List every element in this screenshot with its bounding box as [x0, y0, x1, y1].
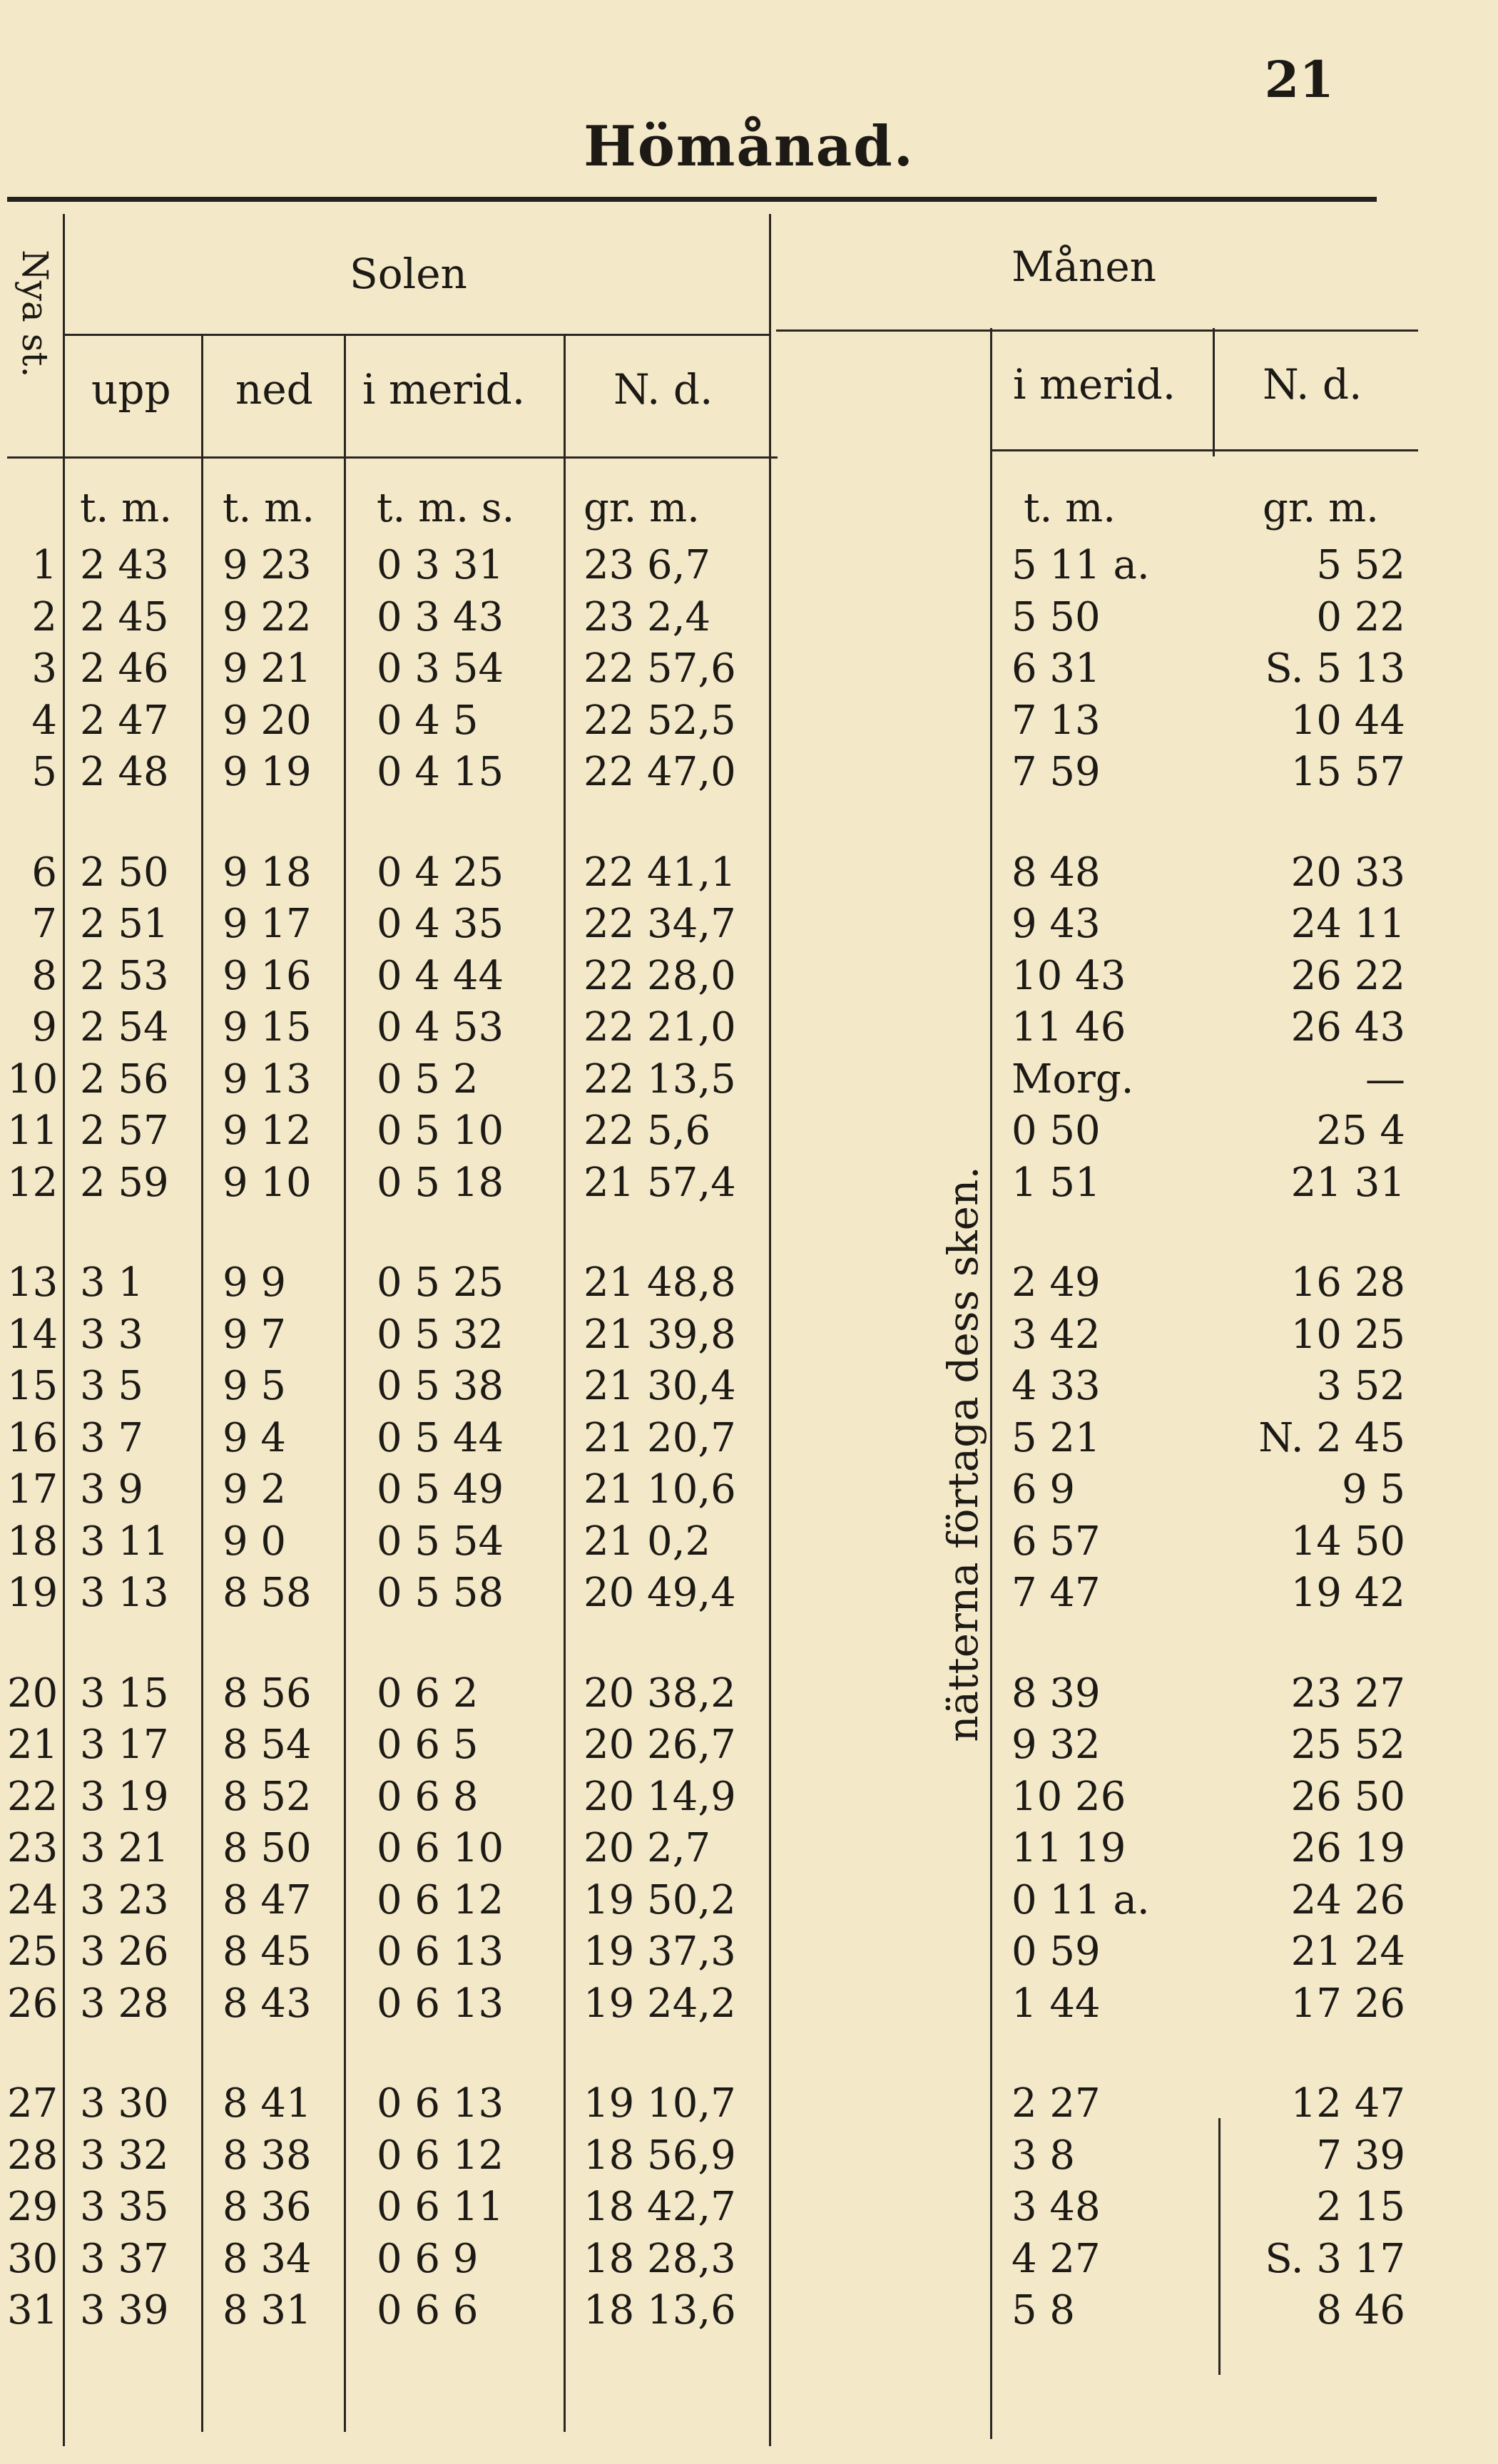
cell-ned: 9 23 — [223, 542, 312, 588]
cell-ned: 8 50 — [223, 1825, 312, 1871]
cell-nd: 22 41,1 — [584, 849, 736, 896]
cell-day: 4 — [31, 697, 57, 744]
cell-m-nd: 21 31 — [1290, 1159, 1405, 1206]
cell-day: 12 — [7, 1159, 58, 1206]
cell-nd: 22 5,6 — [584, 1108, 711, 1154]
cell-merid: 0 4 25 — [377, 849, 504, 896]
cell-upp: 3 21 — [80, 1825, 169, 1871]
cell-m-merid: 8 39 — [1012, 1670, 1101, 1717]
cell-nd: 21 0,2 — [584, 1518, 711, 1565]
cell-nd: 22 34,7 — [584, 901, 736, 947]
cell-ned: 8 43 — [223, 1980, 312, 2027]
divider — [990, 328, 992, 2439]
cell-ned: 9 18 — [223, 849, 312, 896]
cell-ned: 8 36 — [223, 2184, 312, 2230]
cell-m-nd: 21 24 — [1290, 1928, 1405, 1975]
cell-merid: 0 5 58 — [377, 1570, 504, 1616]
cell-m-merid: Morg. — [1012, 1055, 1134, 1103]
cell-m-nd: N. 2 45 — [1258, 1414, 1405, 1461]
cell-m-merid: 4 27 — [1012, 2235, 1101, 2282]
cell-merid: 0 6 13 — [377, 1928, 504, 1975]
cell-m-nd: 3 52 — [1316, 1363, 1405, 1409]
cell-ned: 8 41 — [223, 2080, 312, 2127]
cell-m-merid: 1 51 — [1012, 1159, 1101, 1206]
cell-m-nd: 26 19 — [1290, 1825, 1405, 1871]
cell-nd: 19 10,7 — [584, 2080, 736, 2127]
cell-day: 17 — [7, 1466, 58, 1513]
cell-day: 16 — [7, 1414, 58, 1461]
cell-m-nd: S. 3 17 — [1265, 2235, 1405, 2282]
cell-upp: 2 43 — [80, 542, 169, 588]
cell-m-nd: 25 4 — [1316, 1108, 1405, 1154]
cell-day: 3 — [31, 645, 57, 692]
divider — [776, 329, 1418, 332]
cell-day: 9 — [31, 1004, 57, 1050]
cell-merid: 0 5 18 — [377, 1159, 504, 1206]
cell-merid: 0 4 15 — [377, 749, 504, 795]
cell-nd: 21 10,6 — [584, 1466, 736, 1513]
divider — [564, 335, 566, 2432]
cell-day: 10 — [7, 1055, 58, 1103]
cell-ned: 9 22 — [223, 593, 312, 640]
cell-upp: 2 48 — [80, 749, 169, 795]
cell-ned: 9 5 — [223, 1363, 287, 1409]
cell-upp: 3 9 — [80, 1466, 144, 1513]
cell-ned: 9 20 — [223, 697, 312, 744]
cell-merid: 0 4 53 — [377, 1004, 504, 1050]
cell-merid: 0 4 35 — [377, 901, 504, 947]
cell-nd: 22 52,5 — [584, 697, 736, 744]
cell-day: 30 — [7, 2235, 58, 2282]
divider — [990, 449, 1418, 451]
cell-m-nd: 24 26 — [1290, 1876, 1405, 1923]
cell-nd: 19 37,3 — [584, 1928, 736, 1975]
cell-upp: 3 32 — [80, 2132, 169, 2179]
cell-upp: 3 3 — [80, 1311, 144, 1358]
cell-ned: 9 16 — [223, 952, 312, 999]
cell-day: 14 — [7, 1311, 58, 1358]
cell-ned: 9 0 — [223, 1518, 287, 1565]
cell-m-merid: 6 57 — [1012, 1518, 1101, 1565]
cell-day: 15 — [7, 1363, 58, 1409]
solen-header: Solen — [350, 250, 467, 298]
cell-m-merid: 7 59 — [1012, 749, 1101, 795]
cell-ned: 8 56 — [223, 1670, 312, 1717]
manen-header: Månen — [1012, 242, 1156, 291]
divider — [1213, 328, 1215, 456]
cell-nd: 19 24,2 — [584, 1980, 736, 2027]
unit-manen-merid: t. m. — [1024, 485, 1116, 531]
cell-m-merid: 11 19 — [1012, 1825, 1126, 1871]
unit-upp: t. m. — [80, 485, 173, 531]
cell-day: 24 — [7, 1876, 58, 1923]
divider — [7, 456, 778, 459]
cell-upp: 3 28 — [80, 1980, 169, 2027]
cell-day: 19 — [7, 1570, 58, 1616]
cell-m-merid: 0 11 a. — [1012, 1876, 1150, 1923]
cell-upp: 3 37 — [80, 2235, 169, 2282]
cell-ned: 8 52 — [223, 1773, 312, 1820]
cell-merid: 0 6 9 — [377, 2235, 479, 2282]
cell-m-nd: 14 50 — [1290, 1518, 1405, 1565]
cell-nd: 20 26,7 — [584, 1722, 736, 1768]
cell-nd: 20 2,7 — [584, 1825, 711, 1871]
cell-day: 28 — [7, 2132, 58, 2179]
cell-m-nd: S. 5 13 — [1265, 645, 1405, 692]
cell-merid: 0 4 44 — [377, 952, 504, 999]
n-d-header: N. d. — [613, 365, 713, 414]
cell-m-merid: 7 13 — [1012, 697, 1101, 744]
cell-nd: 21 39,8 — [584, 1311, 736, 1358]
cell-ned: 8 58 — [223, 1570, 312, 1616]
cell-m-merid: 5 8 — [1012, 2287, 1076, 2333]
cell-ned: 9 13 — [223, 1055, 312, 1103]
cell-nd: 23 6,7 — [584, 542, 711, 588]
cell-upp: 3 1 — [80, 1259, 144, 1306]
cell-m-merid: 7 47 — [1012, 1570, 1101, 1616]
cell-nd: 18 56,9 — [584, 2132, 736, 2179]
cell-ned: 8 31 — [223, 2287, 312, 2333]
cell-m-merid: 1 44 — [1012, 1980, 1101, 2027]
cell-m-nd: 26 22 — [1290, 952, 1405, 999]
cell-m-nd: 26 43 — [1290, 1004, 1405, 1050]
cell-merid: 0 5 38 — [377, 1363, 504, 1409]
cell-merid: 0 6 8 — [377, 1773, 479, 1820]
cell-m-nd: 8 46 — [1316, 2287, 1405, 2333]
side-note: nätterna förtaga dess sken. — [939, 1166, 987, 1742]
cell-nd: 21 30,4 — [584, 1363, 736, 1409]
upp-header: upp — [91, 365, 171, 414]
divider — [344, 335, 346, 2432]
cell-day: 21 — [7, 1722, 58, 1768]
cell-day: 20 — [7, 1670, 58, 1717]
cell-ned: 9 9 — [223, 1259, 287, 1306]
cell-nd: 23 2,4 — [584, 593, 711, 640]
cell-m-nd: 5 52 — [1316, 542, 1405, 588]
i-merid-header: i merid. — [362, 365, 526, 414]
cell-nd: 19 50,2 — [584, 1876, 736, 1923]
cell-m-merid: 5 11 a. — [1012, 542, 1150, 588]
ned-header: ned — [235, 365, 313, 414]
cell-upp: 3 13 — [80, 1570, 169, 1616]
manen-i-merid-header: i merid. — [1013, 360, 1176, 409]
cell-day: 13 — [7, 1259, 58, 1306]
divider — [63, 214, 65, 2446]
cell-merid: 0 6 13 — [377, 1980, 504, 2027]
cell-ned: 8 34 — [223, 2235, 312, 2282]
cell-merid: 0 6 12 — [377, 1876, 504, 1923]
cell-day: 25 — [7, 1928, 58, 1975]
cell-day: 22 — [7, 1773, 58, 1820]
cell-nd: 18 28,3 — [584, 2235, 736, 2282]
cell-m-merid: 5 50 — [1012, 593, 1101, 640]
cell-upp: 2 46 — [80, 645, 169, 692]
unit-manen-nd: gr. m. — [1263, 485, 1379, 531]
cell-merid: 0 6 10 — [377, 1825, 504, 1871]
divider — [63, 334, 769, 336]
cell-m-nd: 9 5 — [1341, 1466, 1405, 1513]
cell-m-merid: 6 31 — [1012, 645, 1101, 692]
cell-day: 2 — [31, 593, 57, 640]
cell-m-nd: 17 26 — [1290, 1980, 1405, 2027]
cell-nd: 21 20,7 — [584, 1414, 736, 1461]
unit-merid: t. m. s. — [377, 485, 515, 531]
cell-m-nd: 15 57 — [1290, 749, 1405, 795]
cell-ned: 9 10 — [223, 1159, 312, 1206]
cell-ned: 8 38 — [223, 2132, 312, 2179]
cell-upp: 2 51 — [80, 901, 169, 947]
cell-merid: 0 3 31 — [377, 542, 504, 588]
cell-m-nd: 26 50 — [1290, 1773, 1405, 1820]
cell-ned: 9 7 — [223, 1311, 287, 1358]
cell-m-nd: 23 27 — [1290, 1670, 1405, 1717]
cell-nd: 18 13,6 — [584, 2287, 736, 2333]
cell-nd: 22 57,6 — [584, 645, 736, 692]
cell-merid: 0 4 5 — [377, 697, 479, 744]
cell-day: 1 — [31, 542, 57, 588]
cell-nd: 18 42,7 — [584, 2184, 736, 2230]
cell-day: 23 — [7, 1825, 58, 1871]
cell-upp: 3 5 — [80, 1363, 144, 1409]
divider — [201, 335, 203, 2432]
cell-merid: 0 5 10 — [377, 1108, 504, 1154]
page-title: Hömånad. — [584, 114, 914, 179]
cell-m-merid: 6 9 — [1012, 1466, 1076, 1513]
cell-upp: 2 56 — [80, 1055, 169, 1103]
nya-st-header: Nya st. — [14, 250, 56, 378]
cell-upp: 3 15 — [80, 1670, 169, 1717]
cell-m-merid: 3 42 — [1012, 1311, 1101, 1358]
cell-nd: 20 49,4 — [584, 1570, 736, 1616]
cell-day: 26 — [7, 1980, 58, 2027]
cell-merid: 0 6 6 — [377, 2287, 479, 2333]
cell-m-nd: 20 33 — [1290, 849, 1405, 896]
cell-m-merid: 10 26 — [1012, 1773, 1126, 1820]
cell-day: 7 — [31, 901, 57, 947]
cell-day: 27 — [7, 2080, 58, 2127]
cell-ned: 9 19 — [223, 749, 312, 795]
cell-m-merid: 9 43 — [1012, 901, 1101, 947]
cell-merid: 0 6 12 — [377, 2132, 504, 2179]
divider — [769, 214, 771, 2446]
cell-merid: 0 5 44 — [377, 1414, 504, 1461]
cell-merid: 0 6 2 — [377, 1670, 479, 1717]
cell-m-nd: 25 52 — [1290, 1722, 1405, 1768]
unit-ned: t. m. — [223, 485, 315, 531]
cell-ned: 9 17 — [223, 901, 312, 947]
cell-upp: 3 23 — [80, 1876, 169, 1923]
cell-ned: 9 15 — [223, 1004, 312, 1050]
cell-nd: 20 14,9 — [584, 1773, 736, 1820]
cell-day: 31 — [7, 2287, 58, 2333]
cell-m-nd: 19 42 — [1290, 1570, 1405, 1616]
cell-m-nd: 7 39 — [1316, 2132, 1405, 2179]
cell-upp: 2 54 — [80, 1004, 169, 1050]
cell-upp: 3 11 — [80, 1518, 169, 1565]
cell-ned: 8 47 — [223, 1876, 312, 1923]
cell-day: 18 — [7, 1518, 58, 1565]
cell-merid: 0 5 49 — [377, 1466, 504, 1513]
cell-m-nd: 2 15 — [1316, 2184, 1405, 2230]
cell-ned: 8 45 — [223, 1928, 312, 1975]
divider — [1218, 2118, 1221, 2375]
cell-merid: 0 5 2 — [377, 1055, 479, 1103]
top-rule — [7, 197, 1377, 202]
cell-day: 8 — [31, 952, 57, 999]
cell-day: 6 — [31, 849, 57, 896]
cell-upp: 3 26 — [80, 1928, 169, 1975]
cell-upp: 2 50 — [80, 849, 169, 896]
cell-day: 11 — [7, 1108, 58, 1154]
cell-m-nd: 10 25 — [1290, 1311, 1405, 1358]
cell-m-merid: 11 46 — [1012, 1004, 1126, 1050]
cell-m-merid: 5 21 — [1012, 1414, 1101, 1461]
cell-merid: 0 5 25 — [377, 1259, 504, 1306]
cell-nd: 22 21,0 — [584, 1004, 736, 1050]
cell-nd: 20 38,2 — [584, 1670, 736, 1717]
unit-nd: gr. m. — [584, 485, 700, 531]
cell-upp: 3 30 — [80, 2080, 169, 2127]
cell-upp: 3 19 — [80, 1773, 169, 1820]
cell-m-nd: 24 11 — [1290, 901, 1405, 947]
cell-nd: 21 48,8 — [584, 1259, 736, 1306]
cell-merid: 0 3 43 — [377, 593, 504, 640]
cell-m-merid: 0 59 — [1012, 1928, 1101, 1975]
cell-ned: 9 21 — [223, 645, 312, 692]
cell-m-merid: 3 48 — [1012, 2184, 1101, 2230]
cell-nd: 22 28,0 — [584, 952, 736, 999]
cell-ned: 9 4 — [223, 1414, 287, 1461]
cell-upp: 2 45 — [80, 593, 169, 640]
cell-m-merid: 2 27 — [1012, 2080, 1101, 2127]
cell-nd: 21 57,4 — [584, 1159, 736, 1206]
cell-ned: 9 2 — [223, 1466, 287, 1513]
cell-merid: 0 5 32 — [377, 1311, 504, 1358]
cell-nd: 22 47,0 — [584, 749, 736, 795]
cell-m-nd: 10 44 — [1290, 697, 1405, 744]
cell-m-merid: 3 8 — [1012, 2132, 1076, 2179]
cell-m-merid: 8 48 — [1012, 849, 1101, 896]
cell-m-merid: 4 33 — [1012, 1363, 1101, 1409]
cell-merid: 0 6 11 — [377, 2184, 504, 2230]
cell-m-nd: 0 22 — [1316, 593, 1405, 640]
cell-upp: 3 17 — [80, 1722, 169, 1768]
cell-day: 29 — [7, 2184, 58, 2230]
cell-ned: 9 12 — [223, 1108, 312, 1154]
cell-upp: 2 47 — [80, 697, 169, 744]
cell-m-nd: — — [1365, 1055, 1405, 1103]
cell-nd: 22 13,5 — [584, 1055, 736, 1103]
cell-merid: 0 6 5 — [377, 1722, 479, 1768]
cell-upp: 3 7 — [80, 1414, 144, 1461]
manen-n-d-header: N. d. — [1263, 360, 1362, 409]
cell-m-merid: 10 43 — [1012, 952, 1126, 999]
cell-m-nd: 12 47 — [1290, 2080, 1405, 2127]
cell-upp: 2 53 — [80, 952, 169, 999]
cell-merid: 0 5 54 — [377, 1518, 504, 1565]
cell-day: 5 — [31, 749, 57, 795]
cell-m-merid: 2 49 — [1012, 1259, 1101, 1306]
cell-m-nd: 16 28 — [1290, 1259, 1405, 1306]
cell-m-merid: 0 50 — [1012, 1108, 1101, 1154]
cell-m-merid: 9 32 — [1012, 1722, 1101, 1768]
cell-ned: 8 54 — [223, 1722, 312, 1768]
cell-upp: 3 39 — [80, 2287, 169, 2333]
cell-merid: 0 3 54 — [377, 645, 504, 692]
cell-upp: 3 35 — [80, 2184, 169, 2230]
cell-upp: 2 59 — [80, 1159, 169, 1206]
cell-merid: 0 6 13 — [377, 2080, 504, 2127]
page-number: 21 — [1264, 50, 1334, 109]
cell-upp: 2 57 — [80, 1108, 169, 1154]
